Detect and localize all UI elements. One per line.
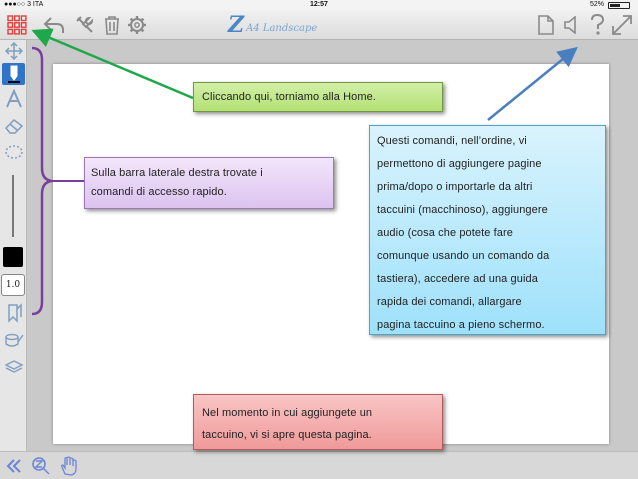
note-sidebar-line: Sulla barra laterale destra trovate i <box>91 167 263 179</box>
layers-edit-icon[interactable] <box>2 330 25 352</box>
collapse-icon[interactable] <box>2 452 26 479</box>
sidebar-brace <box>32 48 52 314</box>
speaker-icon[interactable] <box>560 10 584 40</box>
note-commands-line: Questi comandi, nell’ordine, vi <box>377 135 527 147</box>
document-name: A4 Landscape <box>246 22 318 34</box>
fullscreen-icon[interactable] <box>608 10 636 40</box>
move-icon[interactable] <box>2 40 25 62</box>
top-toolbar <box>0 10 638 40</box>
status-time: 12:57 <box>310 1 328 8</box>
note-new-page-line: Nel momento in cui aggiungete un <box>202 407 373 419</box>
note-commands-line: comunque usando un comando da <box>377 250 550 262</box>
note-sidebar <box>84 157 334 209</box>
pen-size-value[interactable]: 1.0 <box>1 274 25 296</box>
status-bar <box>0 0 638 10</box>
stack-icon[interactable] <box>2 356 25 378</box>
bookmark-icon[interactable] <box>2 302 25 324</box>
carrier-signal: ●●●○○ 3 ITA <box>4 1 44 8</box>
pen-icon[interactable] <box>2 63 25 85</box>
home-grid-icon[interactable] <box>2 10 32 40</box>
app-title <box>228 12 317 38</box>
gear-icon[interactable] <box>124 10 150 40</box>
note-new-page-line: taccuino, vi si apre questa pagina. <box>202 429 372 441</box>
battery-percent: 52% <box>589 1 604 8</box>
note-commands-line: pagina taccuino a pieno schermo. <box>377 319 545 331</box>
tools-icon[interactable] <box>72 10 98 40</box>
note-home-text: Cliccando qui, torniamo alla Home. <box>202 91 376 103</box>
note-commands-line: taccuini (macchinoso), aggiungere <box>377 204 548 216</box>
bottom-bar <box>0 451 638 479</box>
note-commands-line: audio (cosa che potete fare <box>377 227 514 239</box>
note-sidebar-line: comandi di accesso rapido. <box>91 186 227 198</box>
new-page-icon[interactable] <box>533 10 559 40</box>
help-icon[interactable] <box>585 10 609 40</box>
pen-color-swatch[interactable] <box>3 247 23 267</box>
left-sidebar <box>0 40 27 479</box>
app-logo: Z <box>228 12 245 38</box>
zoom-icon[interactable] <box>28 452 54 479</box>
pen-size-slider[interactable] <box>12 175 14 237</box>
note-commands-line: permettono di aggiungere pagine <box>377 158 542 170</box>
note-commands-line: prima/dopo o importarle da altri <box>377 181 533 193</box>
text-icon[interactable] <box>2 88 25 110</box>
trash-icon[interactable] <box>100 10 124 40</box>
eraser-icon[interactable] <box>2 115 25 137</box>
note-home <box>193 82 443 112</box>
note-new-page <box>193 394 443 450</box>
note-commands <box>369 125 606 335</box>
note-commands-line: tastiera), accedere ad una guida <box>377 273 538 285</box>
hand-icon[interactable] <box>56 452 82 479</box>
lasso-icon[interactable] <box>2 142 25 164</box>
battery-icon <box>608 2 630 9</box>
undo-icon[interactable] <box>40 10 68 40</box>
note-commands-line: rapida dei comandi, allargare <box>377 296 522 308</box>
